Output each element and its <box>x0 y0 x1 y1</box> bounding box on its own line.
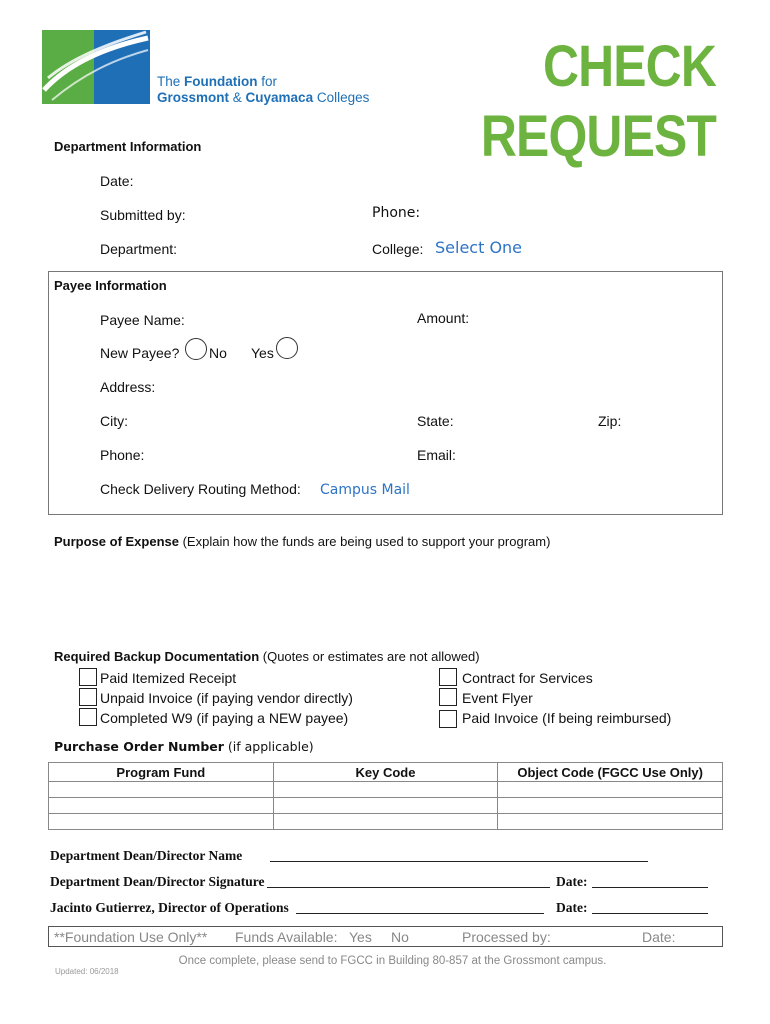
purpose-heading <box>54 534 550 549</box>
purpose-title: Purpose of Expense <box>54 534 179 549</box>
funds-available-label: Funds Available: <box>235 929 338 945</box>
state-label: State: <box>417 413 454 429</box>
column-header-object-code: Object Code (FGCC Use Only) <box>498 763 723 782</box>
table-cell[interactable] <box>273 782 498 798</box>
po-title: Purchase Order Number <box>54 739 224 754</box>
address-label: Address: <box>100 379 156 395</box>
ops-director-date-line[interactable] <box>592 913 708 914</box>
title-line-check: CHECK <box>542 34 716 99</box>
college-select[interactable]: Select One <box>435 238 523 257</box>
funds-no-option[interactable]: No <box>391 929 409 945</box>
table-cell[interactable] <box>498 814 723 830</box>
table-header-row <box>49 763 723 782</box>
checkbox-label: Paid Invoice (If being reimbursed) <box>462 710 672 726</box>
routing-method-label: Check Delivery Routing Method: <box>100 481 301 497</box>
logo-text: The Foundation for Grossmont & Cuyamaca Colleges <box>157 74 370 105</box>
college-label: College: <box>372 241 424 257</box>
logo-mark-icon <box>42 30 150 104</box>
dean-name-line[interactable] <box>270 861 648 862</box>
po-table <box>48 762 723 830</box>
ops-director-date-label: Date: <box>556 900 588 915</box>
checkbox-unpaid-invoice[interactable] <box>79 688 97 706</box>
checkbox-label: Unpaid Invoice (if paying vendor directly) <box>100 690 353 706</box>
column-header-program-fund: Program Fund <box>49 763 274 782</box>
payee-info-heading: Payee Information <box>54 278 167 293</box>
page-title <box>416 32 716 172</box>
checkbox-paid-invoice[interactable] <box>439 710 457 728</box>
table-cell[interactable] <box>49 814 274 830</box>
new-payee-yes-radio[interactable] <box>276 337 298 359</box>
checkbox-contract-for-services[interactable] <box>439 668 457 686</box>
submitted-by-label: Submitted by: <box>100 207 186 223</box>
foundation-logo <box>42 30 370 110</box>
backup-title: Required Backup Documentation <box>54 649 260 664</box>
po-heading <box>54 739 314 754</box>
table-cell[interactable] <box>498 782 723 798</box>
processed-by-label: Processed by: <box>462 929 551 945</box>
checkbox-completed-w9[interactable] <box>79 708 97 726</box>
payee-phone-label: Phone: <box>100 447 145 463</box>
new-payee-no-label: No <box>209 345 227 361</box>
checkbox-label: Paid Itemized Receipt <box>100 670 237 686</box>
dean-signature-label: Department Dean/Director Signature <box>50 874 265 889</box>
dean-signature-line[interactable] <box>267 887 550 888</box>
dean-signature-date-line[interactable] <box>592 887 708 888</box>
table-cell[interactable] <box>49 798 274 814</box>
ops-director-signature-line[interactable] <box>296 913 544 914</box>
routing-method-select[interactable]: Campus Mail <box>320 482 410 498</box>
checkbox-label: Event Flyer <box>462 690 533 706</box>
footer-instruction: Once complete, please send to FGCC in Building 80-857 at the Grossmont campus. <box>178 955 607 967</box>
table-row <box>49 782 723 798</box>
checkbox-event-flyer[interactable] <box>439 688 457 706</box>
title-line-request: REQUEST <box>480 104 716 169</box>
new-payee-yes-label: Yes <box>251 345 274 361</box>
department-label: Department: <box>100 241 178 257</box>
checkbox-paid-itemized-receipt[interactable] <box>79 668 97 686</box>
updated-date: Updated: 06/2018 <box>55 967 119 976</box>
email-label: Email: <box>417 447 456 463</box>
checkbox-label: Completed W9 (if paying a NEW payee) <box>100 710 349 726</box>
table-cell[interactable] <box>273 798 498 814</box>
date-label: Date: <box>100 173 134 189</box>
ops-director-label: Jacinto Gutierrez, Director of Operations <box>50 900 289 915</box>
funds-yes-option[interactable]: Yes <box>349 929 372 945</box>
amount-label: Amount: <box>417 310 470 326</box>
purpose-note: (Explain how the funds are being used to support your program) <box>178 534 551 549</box>
foundation-date-label: Date: <box>642 929 676 945</box>
backup-note: (Quotes or estimates are not allowed) <box>259 649 480 664</box>
table-row <box>49 798 723 814</box>
phone-label: Phone: <box>372 205 421 221</box>
table-cell[interactable] <box>49 782 274 798</box>
po-note: (if applicable) <box>223 739 314 754</box>
department-info-heading: Department Information <box>54 139 202 154</box>
dean-signature-date-label: Date: <box>556 874 588 889</box>
new-payee-label: New Payee? <box>100 345 180 361</box>
zip-label: Zip: <box>598 413 622 429</box>
new-payee-no-radio[interactable] <box>185 338 207 360</box>
table-cell[interactable] <box>498 798 723 814</box>
table-cell[interactable] <box>273 814 498 830</box>
city-label: City: <box>100 413 128 429</box>
backup-heading <box>54 649 480 664</box>
column-header-key-code: Key Code <box>273 763 498 782</box>
table-row <box>49 814 723 830</box>
payee-name-label: Payee Name: <box>100 312 185 328</box>
checkbox-label: Contract for Services <box>462 670 593 686</box>
foundation-use-only-label: **Foundation Use Only** <box>54 929 208 945</box>
dean-name-label: Department Dean/Director Name <box>50 848 243 863</box>
